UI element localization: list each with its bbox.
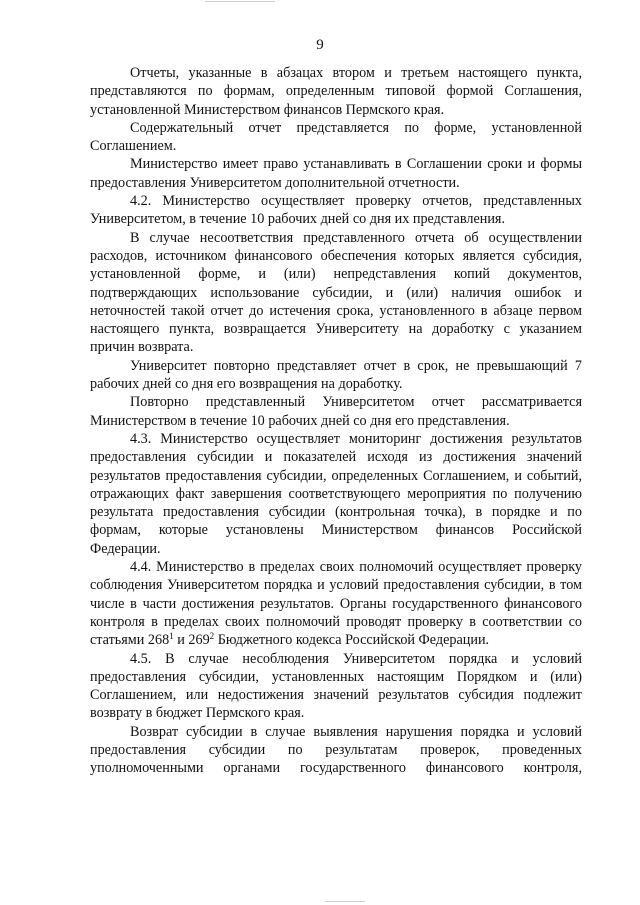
paragraph-resubmitted-review: Повторно представленный Университетом отчет рассматривается Министерством в течение 10 рабочих дней со дня его представления.	[90, 394, 582, 429]
page-number: 9	[316, 37, 324, 53]
paragraph-resubmission: Университет повторно представляет отчет в срок, не превышающий 7 рабочих дней со дня его возвращения на доработку.	[90, 357, 582, 393]
document-body	[90, 64, 582, 778]
paragraph-reports-forms: Отчеты, указанные в абзацах втором и третьем настоящего пункта, представляются по формам, определенным типовой формой Соглашения, установленной Министерством финансов Пермского края.	[90, 65, 582, 118]
paragraph-4-4-text-start: 4.4. Министерство в пределах своих полномочий осуществляет проверку соблюдения Университетом порядка и условий предоставления субсидии, в том числе в части достижения результатов. Органы государственного финансового контроля в пределах своих полномочий проводят проверку в соответствии со статьями 268	[90, 559, 582, 649]
paragraph-additional-reporting: Министерство имеет право устанавливать в Соглашении сроки и формы предоставления Университетом дополнительной отчетности.	[90, 156, 582, 191]
paragraph-content-report: Содержательный отчет представляется по форме, установленной Соглашением.	[90, 119, 582, 155]
paragraph-4-2: 4.2. Министерство осуществляет проверку отчетов, представленных Университетом, в течение 10 рабочих дней со дня их представления.	[90, 193, 582, 228]
paragraph-subsidy-return: Возврат субсидии в случае выявления нарушения порядка и условий предоставления субсидии по результатам проверок, проведенных уполномоченными органами государственного финансового контроля,	[90, 723, 582, 777]
paragraph-4-4-text-middle: и 269	[173, 632, 210, 649]
scan-artifact-bottom	[325, 901, 365, 902]
paragraph-4-4	[90, 558, 582, 649]
paragraph-report-return: В случае несоответствия представленного отчета об осуществлении расходов, источником финансового обеспечения которых является субсидия, установленной форме, и (или) непредставления копий документов, подтверждающих использование субсидии, и (или) наличия ошибок и неточностей такой отчет до истечения срока, установленного в абзаце первом настоящего пункта, возвращается Университету на доработку с указанием причин возврата.	[90, 229, 582, 356]
paragraph-4-4-text-end: Бюджетного кодекса Российской Федерации.	[214, 632, 490, 649]
paragraph-4-3: 4.3. Министерство осуществляет мониторинг достижения результатов предоставления субсидии и показателей исходя из достижения значений результатов предоставления субсидии, определенных Соглашением, и событий, отражающих факт завершения соответствующего мероприятия по получению результата предоставления субсидии (контрольная точка), в порядке и по формам, которые установлены Министерством финансов Российской Федерации.	[90, 430, 582, 557]
article-268-superscript: 1	[169, 631, 174, 642]
scan-artifact-top	[205, 1, 275, 2]
article-269-superscript: 2	[209, 631, 215, 642]
paragraph-4-5: 4.5. В случае несоблюдения Университетом порядка и условий предоставления субсидии, установленных настоящим Порядком и (или) Соглашением, или недостижения значений результатов субсидия подлежит возврату в бюджет Пермского края.	[90, 650, 582, 722]
